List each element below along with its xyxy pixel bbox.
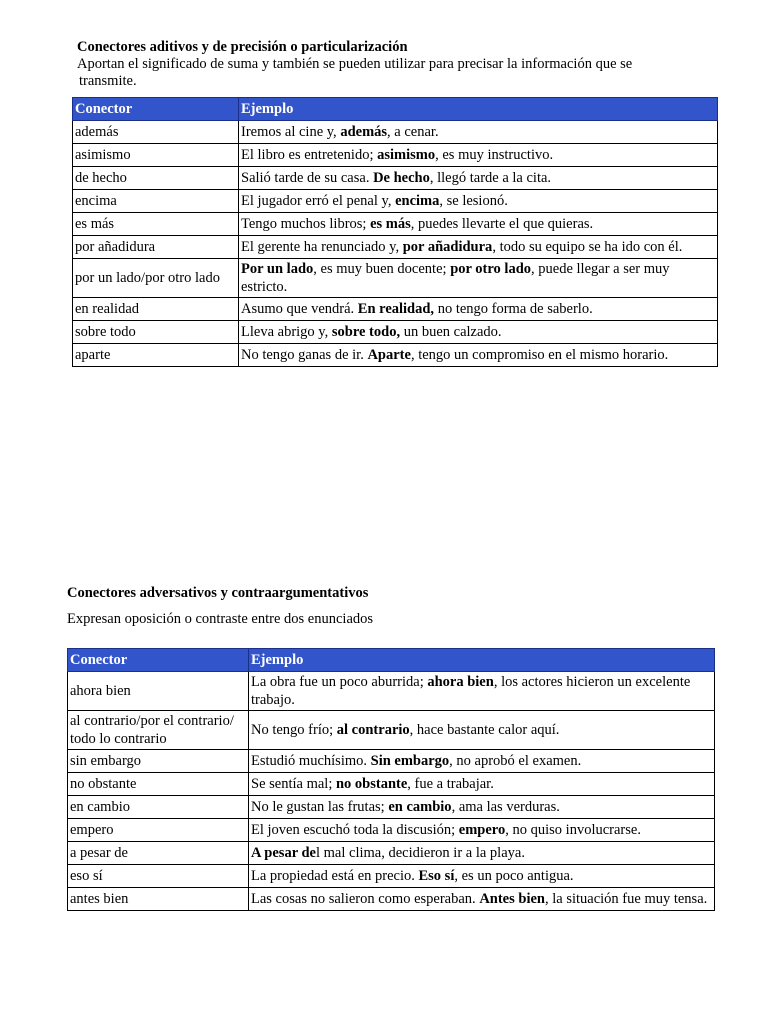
header-ejemplo: Ejemplo xyxy=(239,98,718,121)
ejemplo-cell xyxy=(239,259,718,298)
conector-cell: eso sí xyxy=(68,865,249,888)
table-row xyxy=(73,344,718,367)
connector-highlight: sobre todo, xyxy=(331,324,401,340)
ejemplo-cell xyxy=(239,298,718,321)
ejemplo-cell xyxy=(249,773,715,796)
ejemplo-cell xyxy=(239,213,718,236)
ejemplo-cell xyxy=(249,750,715,773)
conector-cell: encima xyxy=(73,190,239,213)
example-text: , es muy instructivo. xyxy=(435,147,554,163)
conector-cell: aparte xyxy=(73,344,239,367)
connector-highlight: por añadidura xyxy=(402,239,493,255)
ejemplo-cell xyxy=(239,121,718,144)
ejemplo-cell xyxy=(239,236,718,259)
section-title: Conectores adversativos y contraargumentativos xyxy=(67,585,369,601)
conector-cell: de hecho xyxy=(73,167,239,190)
conector-cell: al contrario/por el contrario/ todo lo contrario xyxy=(68,711,249,750)
connector-highlight: Antes bien xyxy=(479,891,545,907)
table-body xyxy=(73,121,718,367)
conector-cell: es más xyxy=(73,213,239,236)
example-text: Lleva abrigo y, xyxy=(241,324,332,340)
ejemplo-cell xyxy=(249,842,715,865)
conector-cell: por un lado/por otro lado xyxy=(73,259,239,298)
section-title: Conectores aditivos y de precisión o particularización xyxy=(77,39,408,55)
example-text: , la situación fue muy tensa. xyxy=(544,891,708,907)
example-text: El libro es entretenido; xyxy=(241,147,378,163)
conector-cell: sin embargo xyxy=(68,750,249,773)
example-text: , no quiso involucrarse. xyxy=(505,822,641,838)
example-text: Estudió muchísimo. xyxy=(251,753,371,769)
example-text: No tengo frío; xyxy=(251,722,337,738)
connector-highlight: De hecho xyxy=(373,170,430,186)
header-conector: Conector xyxy=(73,98,239,121)
table-row xyxy=(68,865,715,888)
example-text: No tengo ganas de ir. xyxy=(241,347,368,363)
example-text: un buen calzado. xyxy=(400,324,502,340)
ejemplo-cell xyxy=(249,819,715,842)
table-header-row xyxy=(73,98,718,121)
ejemplo-cell xyxy=(249,888,715,911)
example-text: no tengo forma de saberlo. xyxy=(434,301,593,317)
example-text: , hace bastante calor aquí. xyxy=(409,722,560,738)
ejemplo-cell xyxy=(249,711,715,750)
connectors-table xyxy=(67,648,715,911)
example-text: La propiedad está en precio. xyxy=(251,868,419,884)
ejemplo-cell xyxy=(239,190,718,213)
connector-highlight: empero xyxy=(458,822,506,838)
example-text: , es muy buen docente; xyxy=(313,261,451,277)
connector-highlight: además xyxy=(340,124,388,140)
example-text: No le gustan las frutas; xyxy=(251,799,389,815)
example-text: Se sentía mal; xyxy=(251,776,336,792)
example-text: , los actores hicieron un excelente trabajo. xyxy=(251,674,691,708)
table-row xyxy=(68,842,715,865)
example-text: Iremos al cine y, xyxy=(241,124,341,140)
table-row xyxy=(73,144,718,167)
description-line-1: Aportan el significado de suma y también se pueden utilizar para precisar la información que se xyxy=(77,56,633,72)
table-row xyxy=(73,190,718,213)
table-row xyxy=(68,796,715,819)
table-row xyxy=(68,773,715,796)
table-row xyxy=(73,236,718,259)
connector-highlight: En realidad, xyxy=(357,301,435,317)
example-text: El jugador erró el penal y, xyxy=(241,193,396,209)
example-text: Asumo que vendrá. xyxy=(241,301,358,317)
description-line-2: transmite. xyxy=(79,73,137,89)
ejemplo-cell xyxy=(249,796,715,819)
conector-cell: a pesar de xyxy=(68,842,249,865)
example-text: Salió tarde de su casa. xyxy=(241,170,374,186)
example-text: , se lesionó. xyxy=(439,193,508,209)
connector-highlight: es más xyxy=(370,216,411,232)
connectors-table xyxy=(72,97,718,367)
connector-highlight: Eso sí xyxy=(418,868,455,884)
connector-highlight: encima xyxy=(395,193,440,209)
connector-highlight: asimismo xyxy=(377,147,436,163)
section-description xyxy=(77,56,718,90)
table-row xyxy=(73,321,718,344)
conector-cell: antes bien xyxy=(68,888,249,911)
conector-cell: ahora bien xyxy=(68,672,249,711)
table-row xyxy=(68,672,715,711)
ejemplo-cell xyxy=(239,344,718,367)
example-text: , a cenar. xyxy=(387,124,439,140)
table-row xyxy=(73,167,718,190)
example-text: l mal clima, decidieron ir a la playa. xyxy=(316,845,525,861)
conector-cell: empero xyxy=(68,819,249,842)
table-row xyxy=(73,213,718,236)
table-row xyxy=(68,888,715,911)
table-row xyxy=(73,121,718,144)
ejemplo-cell xyxy=(239,321,718,344)
section-description: Expresan oposición o contraste entre dos enunciados xyxy=(67,611,374,627)
table-row xyxy=(68,750,715,773)
connector-highlight: no obstante xyxy=(335,776,408,792)
example-text: , puede llegar a ser muy estricto. xyxy=(241,261,670,295)
example-text: , ama las verduras. xyxy=(451,799,560,815)
conector-cell: en realidad xyxy=(73,298,239,321)
example-text: , es un poco antigua. xyxy=(454,868,574,884)
table-row xyxy=(68,711,715,750)
section-aditivos xyxy=(72,38,718,367)
example-text: , no aprobó el examen. xyxy=(449,753,582,769)
ejemplo-cell xyxy=(249,865,715,888)
conector-cell: en cambio xyxy=(68,796,249,819)
conector-cell: no obstante xyxy=(68,773,249,796)
table-row xyxy=(73,298,718,321)
connector-highlight: en cambio xyxy=(388,799,452,815)
header-conector: Conector xyxy=(68,649,249,672)
table-header-row xyxy=(68,649,715,672)
conector-cell: además xyxy=(73,121,239,144)
example-text: El joven escuchó toda la discusión; xyxy=(251,822,459,838)
ejemplo-cell xyxy=(239,167,718,190)
ejemplo-cell xyxy=(239,144,718,167)
conector-cell: asimismo xyxy=(73,144,239,167)
connector-highlight: Por un lado xyxy=(241,261,314,277)
connector-highlight: por otro lado xyxy=(450,261,532,277)
example-text: , fue a trabajar. xyxy=(407,776,494,792)
table-row xyxy=(73,259,718,298)
example-text: El gerente ha renunciado y, xyxy=(241,239,403,255)
example-text: Las cosas no salieron como esperaban. xyxy=(251,891,480,907)
conector-cell: sobre todo xyxy=(73,321,239,344)
example-text: , puedes llevarte el que quieras. xyxy=(410,216,594,232)
example-text: , llegó tarde a la cita. xyxy=(429,170,552,186)
connector-highlight: Aparte xyxy=(367,347,411,363)
table-body xyxy=(68,672,715,911)
example-text: Tengo muchos libros; xyxy=(241,216,371,232)
example-text: , todo su equipo se ha ido con él. xyxy=(492,239,683,255)
table-row xyxy=(68,819,715,842)
connector-highlight: A pesar de xyxy=(251,845,316,861)
connector-highlight: al contrario xyxy=(336,722,410,738)
example-text: , tengo un compromiso en el mismo horario. xyxy=(410,347,669,363)
connector-highlight: Sin embargo xyxy=(370,753,450,769)
connector-highlight: ahora bien xyxy=(427,674,494,690)
conector-cell: por añadidura xyxy=(73,236,239,259)
ejemplo-cell xyxy=(249,672,715,711)
header-ejemplo: Ejemplo xyxy=(249,649,715,672)
section-adversativos xyxy=(67,584,715,911)
example-text: La obra fue un poco aburrida; xyxy=(251,674,428,690)
